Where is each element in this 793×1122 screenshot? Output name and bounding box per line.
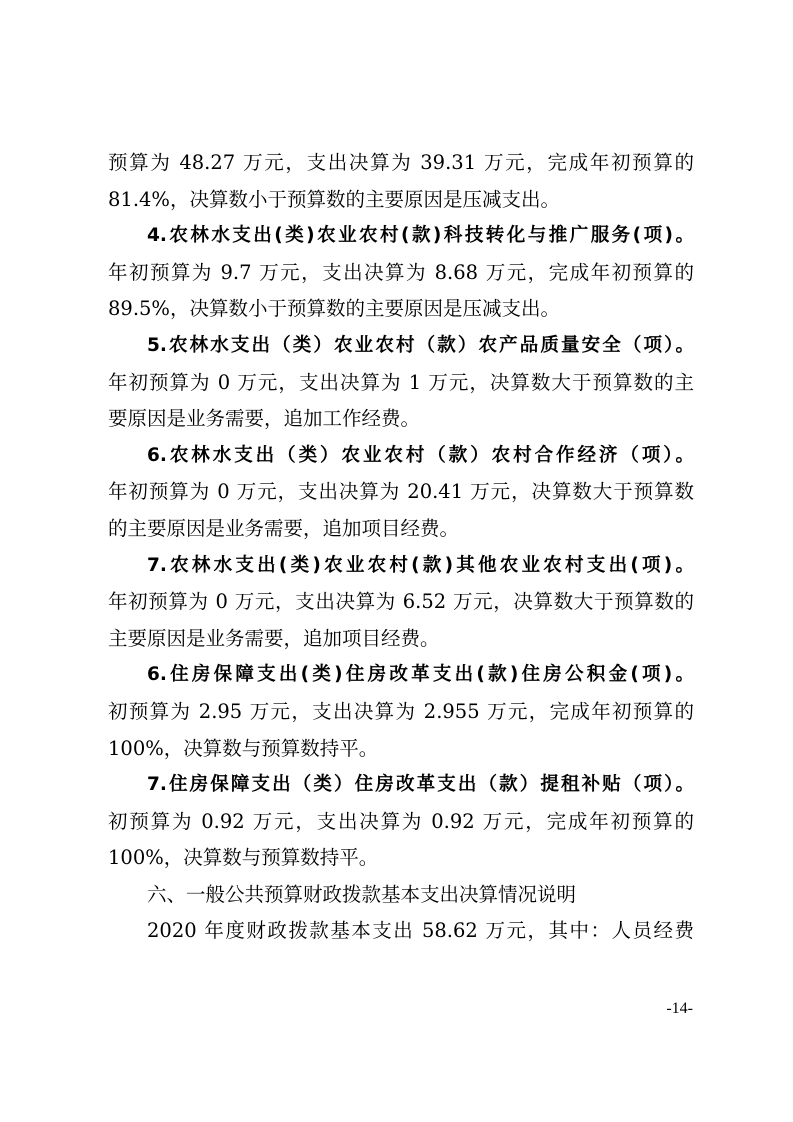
- body-text: [108, 145, 694, 950]
- body-line: 的主要原因是业务需要，追加项目经费。: [108, 516, 460, 540]
- body-line: 年初预算为 9.7 万元，支出决算为 8.68 万元，完成年初预算的: [108, 260, 694, 284]
- item-heading: 5.农林水支出（类）农业农村（款）农产品质量安全（项）。: [147, 334, 694, 356]
- body-line: 初预算为 2.95 万元，支出决算为 2.955 万元，完成年初预算的: [108, 699, 694, 723]
- body-line: 100%，决算数与预算数持平。: [108, 846, 379, 870]
- body-line: 主要原因是业务需要，追加项目经费。: [108, 626, 440, 650]
- item-heading: 7.住房保障支出（类）住房改革支出（款）提租补贴（项）。: [147, 774, 694, 796]
- body-line: 初预算为 0.92 万元，支出决算为 0.92 万元，完成年初预算的: [108, 809, 694, 833]
- body-line: 2020 年度财政拨款基本支出 58.62 万元，其中：人员经费: [147, 919, 694, 943]
- item-heading: 6.农林水支出（类）农业农村（款）农村合作经济（项）。: [147, 444, 694, 466]
- body-line: 年初预算为 0 万元，支出决算为 6.52 万元，决算数大于预算数的: [108, 590, 694, 614]
- item-heading: 7.农林水支出(类)农业农村(款)其他农业农村支出(项)。: [147, 554, 694, 576]
- body-line: 100%，决算数与预算数持平。: [108, 736, 379, 760]
- item-heading: 4.农林水支出(类)农业农村(款)科技转化与推广服务(项)。: [147, 225, 694, 247]
- body-line: 要原因是业务需要，追加工作经费。: [108, 407, 421, 431]
- body-line: 81.4%，决算数小于预算数的主要原因是压减支出。: [108, 187, 560, 211]
- page-number: -14-: [666, 1000, 693, 1017]
- section-heading: 六、一般公共预算财政拨款基本支出决算情况说明: [147, 882, 577, 906]
- body-line: 89.5%，决算数小于预算数的主要原因是压减支出。: [108, 297, 560, 321]
- body-line: 年初预算为 0 万元，支出决算为 1 万元，决算数大于预算数的主: [108, 370, 694, 394]
- body-line: 预算为 48.27 万元，支出决算为 39.31 万元，完成年初预算的: [108, 151, 694, 174]
- body-line: 年初预算为 0 万元，支出决算为 20.41 万元，决算数大于预算数: [108, 480, 694, 504]
- item-heading: 6.住房保障支出(类)住房改革支出(款)住房公积金(项)。: [147, 664, 694, 686]
